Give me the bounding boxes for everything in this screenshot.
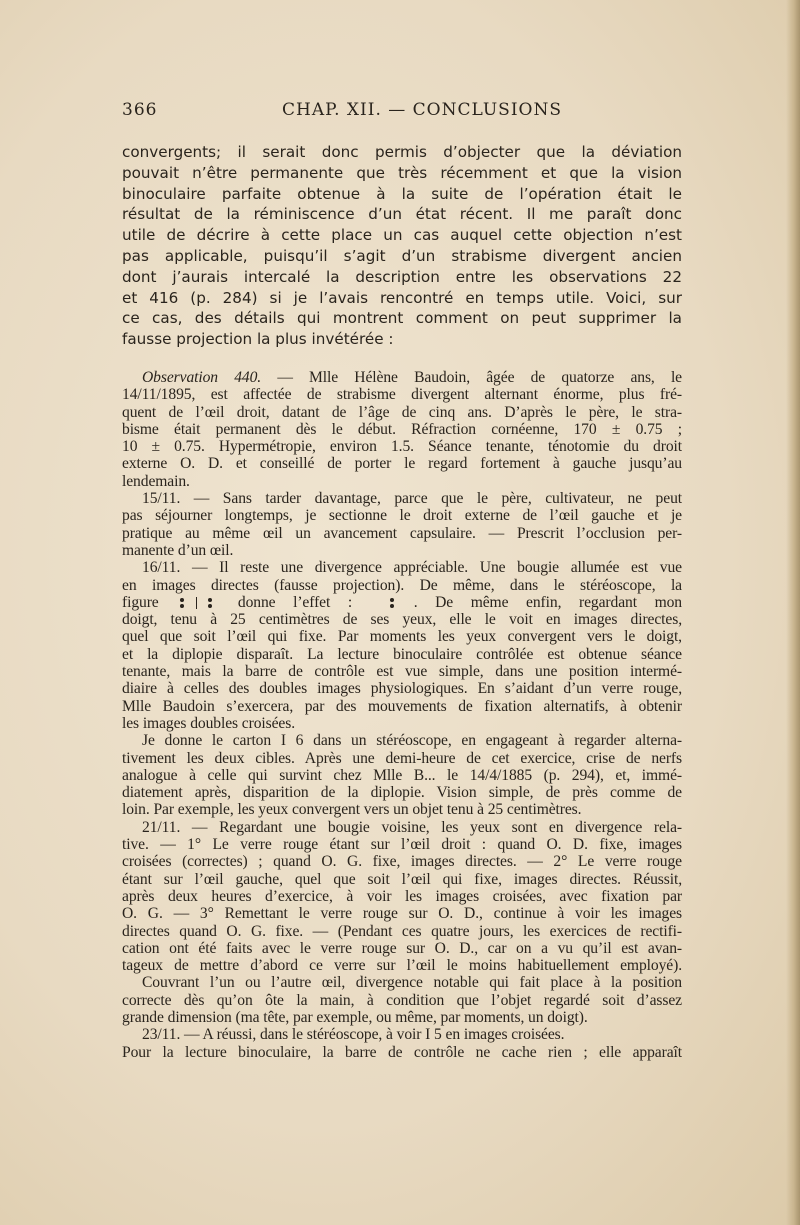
text-line: manente d’un œil. — [122, 541, 234, 559]
text-line: dont j’aurais intercalé la description entre les observations 22 — [122, 267, 682, 286]
text-line: externe O. D. et conseillé de porter le regard fortement à gauche jusqu’au — [122, 455, 682, 473]
text-line: Je donne le carton I 6 dans un stéréoscope, en engageant à regarder alterna- — [142, 732, 682, 750]
text-line: tive. — 1° Le verre rouge étant sur l’œil droit : quand O. D. fixe, images — [122, 836, 682, 854]
text-line: quent de l’œil droit, datant de l’âge de cinq ans. D’après le père, le stra- — [122, 403, 682, 421]
text-line: diatement après, disparition de la diplopie. Vision simple, de près comme de — [122, 784, 682, 802]
text-line: Couvrant l’un ou l’autre œil, divergence notable qui fait place à la position — [142, 974, 682, 992]
text-line: résultat de la réminiscence d’un état récent. Il me paraît donc — [122, 205, 682, 224]
text-line: 23/11. — A réussi, dans le stéréoscope, à voir I 5 en images croisées. — [142, 1026, 565, 1044]
chapter-title: CHAP. XII. — CONCLUSIONS — [282, 100, 562, 120]
text-line: croisées (correctes) ; quand O. G. fixe, images directes. — 2° Le verre rouge — [122, 853, 682, 871]
text-line: pas séjourner longtemps, je sectionne le droit externe de l’œil gauche et je — [122, 507, 682, 525]
running-header — [122, 100, 682, 126]
text-line: fausse projection la plus invétérée : — [122, 330, 394, 349]
text-line: loin. Par exemple, les yeux convergent vers un objet tenu à 25 centimètres. — [122, 801, 582, 819]
page-number: 366 — [122, 100, 158, 120]
text-line: pas applicable, puisqu’il s’agit d’un strabisme divergent ancien — [122, 246, 682, 265]
text-line: après deux heures d’exercice, à voir les images croisées, avec fixation par — [122, 887, 682, 905]
text-line: correcte dès qu’on ôte la main, à condition que l’objet regardé soit d’assez — [122, 991, 682, 1009]
text-line: 16/11. — Il reste une divergence appréciable. Une bougie allumée est vue — [142, 559, 682, 577]
text-line: tenante, mais la barre de contrôle est vue simple, dans une position intermé- — [122, 663, 682, 681]
text-line: doigt, tenu à 25 centimètres de ses yeux, elle le voit en images directes, — [122, 611, 682, 629]
text-line: 14/11/1895, est affectée de strabisme divergent alternant énorme, plus fré- — [122, 386, 682, 404]
text-line: tageux de mettre d’abord ce verre sur l’œil le moins habituellement employé). — [122, 957, 682, 975]
text-line: Mlle Baudoin s’exercera, par des mouvements de fixation alternatifs, à obtenir — [122, 697, 682, 715]
text-line: quel que soit l’œil qui fixe. Par moments les yeux convergent vers le doigt, — [122, 628, 682, 646]
text-line: utile de décrire à cette place un cas auquel cette objection n’est — [122, 226, 682, 245]
text-line: et la diplopie disparaît. La lecture binoculaire contrôlée est obtenue séance — [122, 645, 682, 663]
text-line: 10 ± 0.75. Hypermétropie, environ 1.5. Séance tenante, ténotomie du droit — [122, 438, 682, 456]
text-line: ce cas, des détails qui montrent comment on peut supprimer la — [122, 309, 682, 328]
text-line: et 416 (p. 284) si je l’avais rencontré en temps utile. Voici, sur — [122, 288, 682, 307]
text-line: Pour la lecture binoculaire, la barre de contrôle ne cache rien ; elle apparaît — [122, 1043, 682, 1061]
text-line: étant sur l’œil gauche, quel que soit l’œil qui fixe, images directes. Réussit, — [122, 870, 682, 888]
stereo-figure-icon — [176, 597, 220, 609]
text-line: cation ont été faits avec le verre rouge sur O. D., car on a vu qu’il est avan- — [122, 939, 682, 957]
text-line: bisme était permanent dès le début. Réfraction cornéenne, 170 ± 0.75 ; — [122, 420, 682, 438]
text-line: directes quand O. G. fixe. — (Pendant ces quatre jours, les exercices de rectifi- — [122, 922, 682, 940]
text-line: en images directes (fausse projection). De même, dans le stéréoscope, la — [122, 576, 682, 594]
text-line: pouvait n’être permanente que très récemment et que la vision — [122, 163, 682, 182]
text-line: 21/11. — Regardant une bougie voisine, les yeux sont en divergence rela- — [142, 818, 682, 836]
text-line: Observation 440. — Mlle Hélène Baudoin, âgée de quatorze ans, le — [142, 369, 683, 386]
page-edge — [786, 0, 800, 1225]
text-line: convergents; il serait donc permis d’objecter que la déviation — [122, 143, 682, 161]
text-line: les images doubles croisées. — [122, 714, 296, 732]
text-line: binoculaire parfaite obtenue à la suite de l’opération était le — [122, 184, 682, 203]
text-line: O. G. — 3° Remettant le verre rouge sur O. D., continue à voir les images — [122, 905, 682, 923]
intro-paragraph — [122, 142, 682, 350]
observation-label: Observation 440. — [142, 369, 262, 386]
text-line: tivement les deux cibles. Après une demi-heure de cet exercice, crise de nerfs — [122, 749, 682, 767]
text-line: lendemain. — [122, 472, 190, 490]
text-line: grande dimension (ma tête, par exemple, ou même, par moments, un doigt). — [122, 1008, 588, 1026]
text-line: 15/11. — Sans tarder davantage, parce que le père, cultivateur, ne peut — [142, 490, 682, 508]
observation-440 — [122, 369, 682, 1061]
text-line: analogue à celle qui survint chez Mlle B... le 14/4/1885 (p. 294), et, immé- — [122, 766, 682, 784]
stereo-effect-icon — [370, 597, 414, 609]
text-line: diaire à celles des doubles images physiologiques. En s’aidant d’un verre rouge, — [122, 680, 682, 698]
text-line: figure donne l’effet : . De même enfin, regardant mon — [122, 593, 682, 611]
text-line: pratique au même œil un avancement capsulaire. — Prescrit l’occlusion per- — [122, 524, 682, 542]
